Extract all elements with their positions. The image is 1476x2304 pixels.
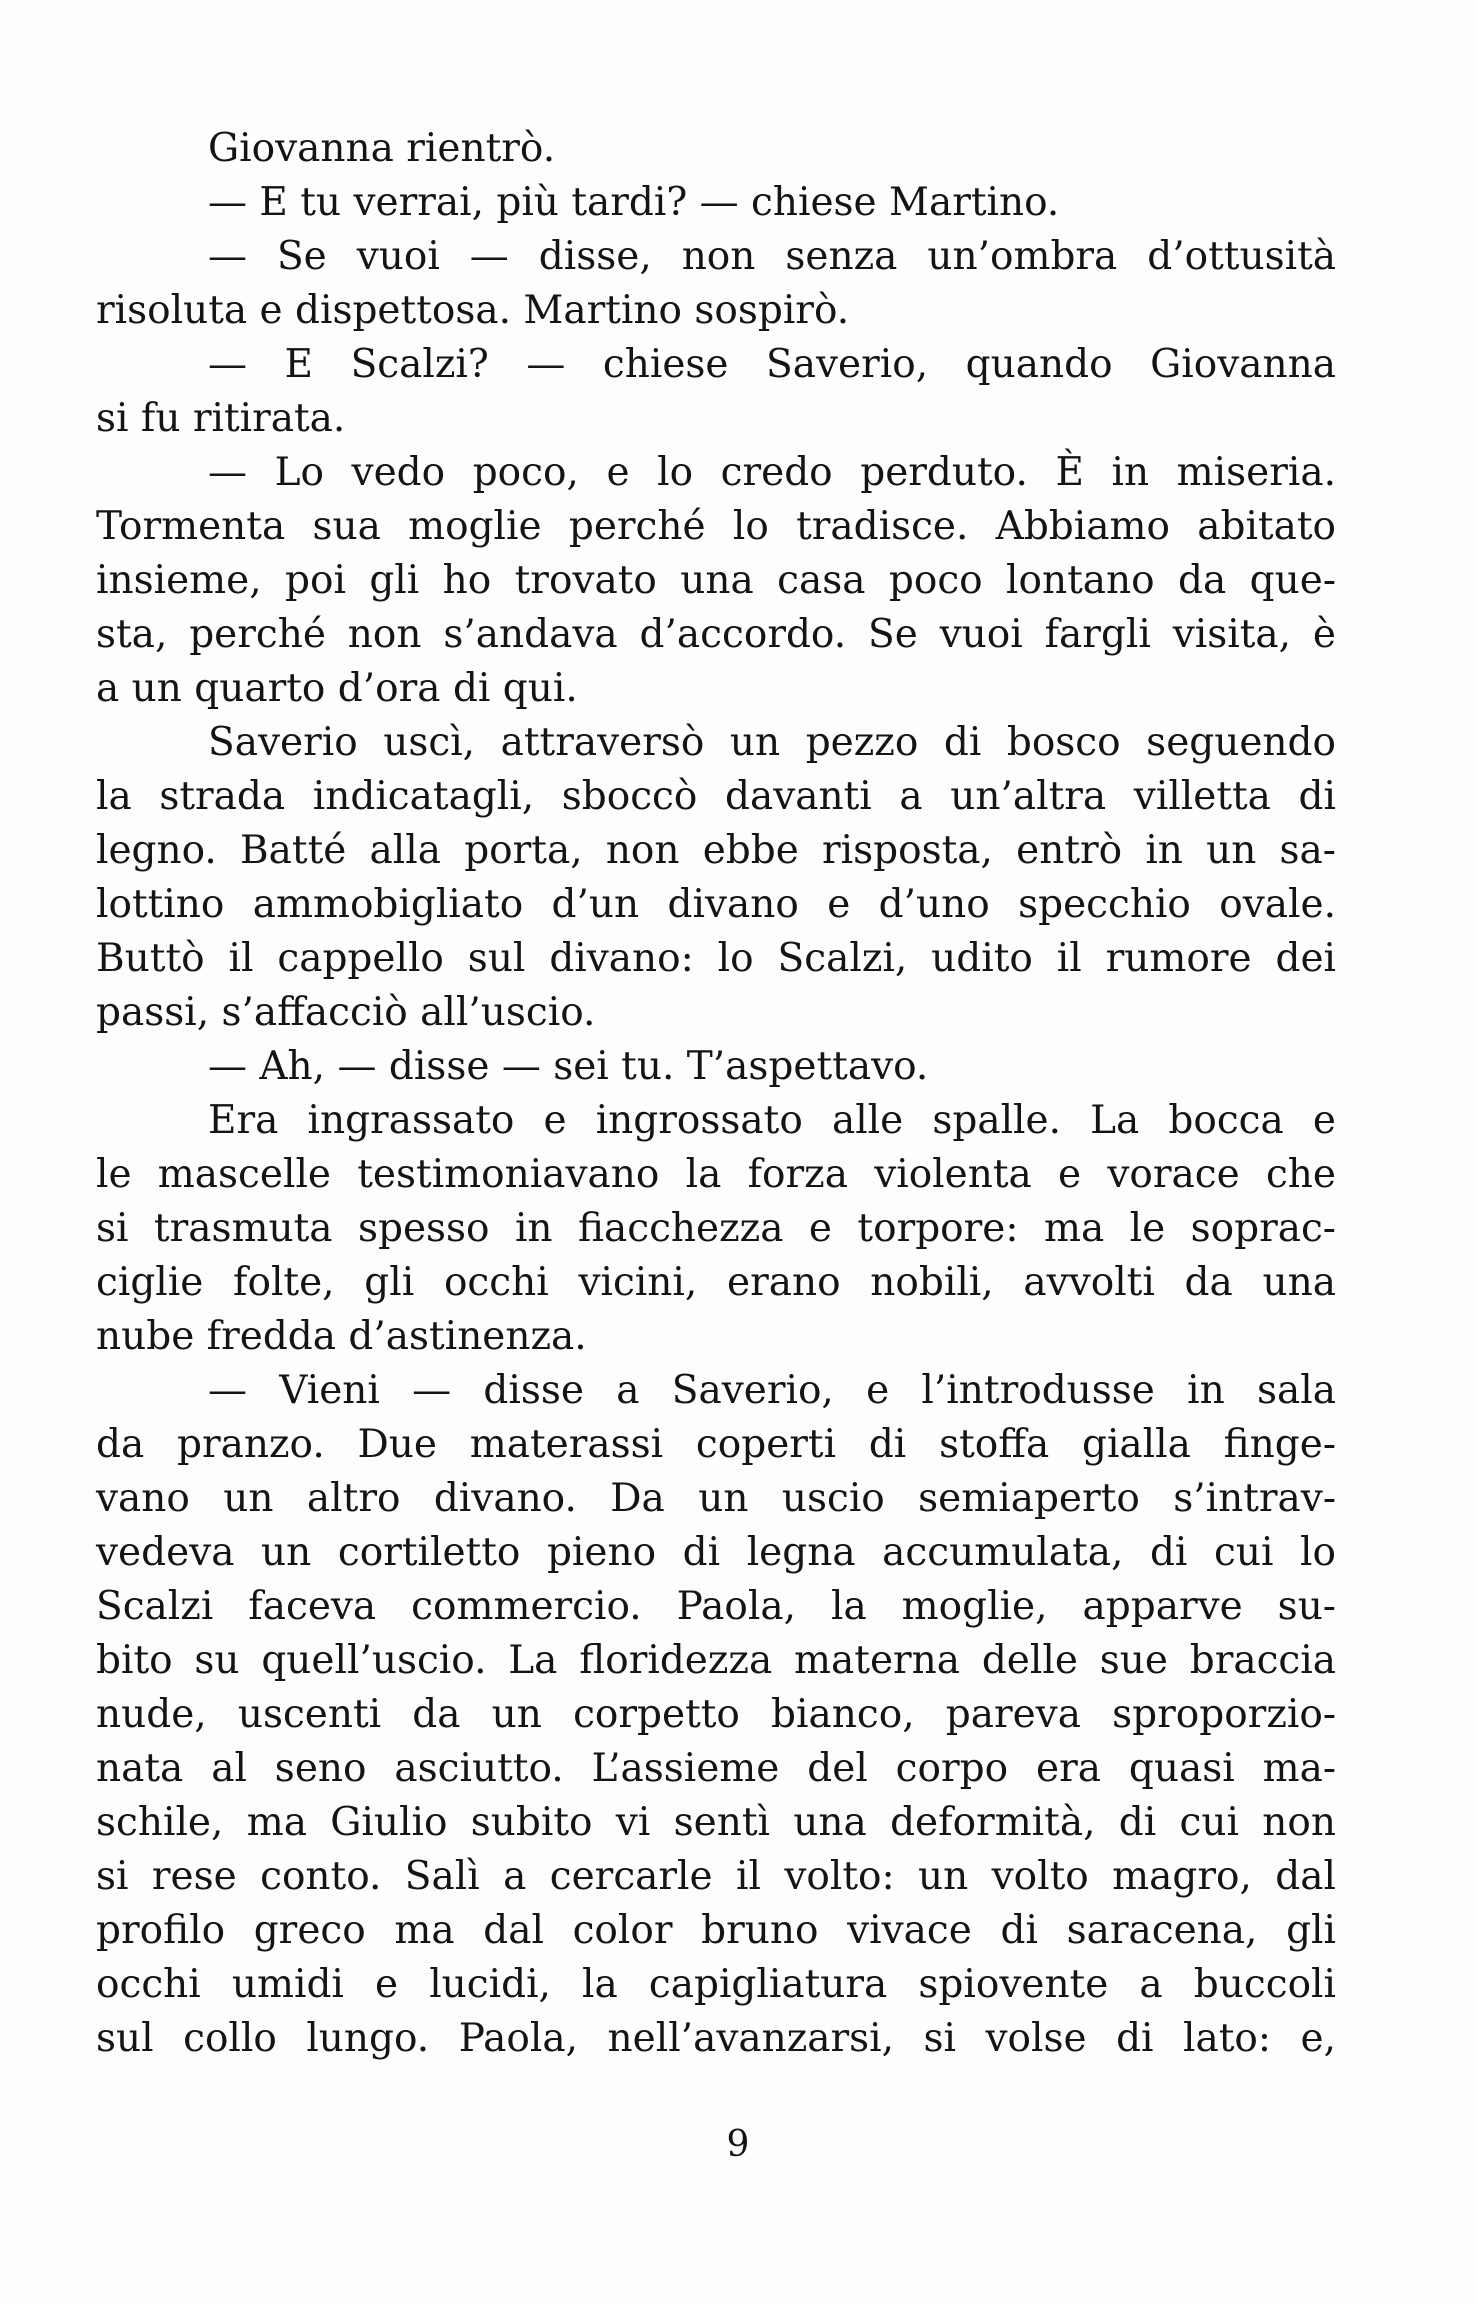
text-line: lottino ammobigliato d’un divano e d’uno specchio ovale. — [96, 882, 1336, 927]
text-line: si trasmuta spesso in fiacchezza e torpore: ma le soprac- — [96, 1206, 1336, 1251]
text-line: da pranzo. Due materassi coperti di stoffa gialla finge- — [96, 1422, 1336, 1467]
text-line: nube fredda d’astinenza. — [96, 1314, 587, 1359]
text-line: — Vieni — disse a Saverio, e l’introdusse in sala — [208, 1368, 1336, 1413]
text-line: ciglie folte, gli occhi vicini, erano nobili, avvolti da una — [96, 1260, 1336, 1305]
body-text — [96, 122, 1336, 2066]
text-line: vedeva un cortiletto pieno di legna accumulata, di cui lo — [96, 1530, 1336, 1575]
text-line: Era ingrassato e ingrossato alle spalle. La bocca e — [208, 1098, 1336, 1143]
text-line: sta, perché non s’andava d’accordo. Se vuoi fargli visita, è — [96, 612, 1336, 657]
text-line: legno. Batté alla porta, non ebbe risposta, entrò in un sa- — [96, 828, 1336, 873]
text-line: Saverio uscì, attraversò un pezzo di bosco seguendo — [208, 720, 1336, 765]
text-line: nata al seno asciutto. L’assieme del corpo era quasi ma- — [96, 1746, 1336, 1791]
text-line: si fu ritirata. — [96, 396, 346, 441]
text-line: — E Scalzi? — chiese Saverio, quando Giovanna — [208, 342, 1336, 387]
text-line: a un quarto d’ora di qui. — [96, 666, 578, 711]
text-line: si rese conto. Salì a cercarle il volto: un volto magro, dal — [96, 1854, 1336, 1899]
text-line: occhi umidi e lucidi, la capigliatura spiovente a buccoli — [96, 1962, 1336, 2007]
page-number: 9 — [726, 2124, 750, 2165]
text-line: Scalzi faceva commercio. Paola, la moglie, apparve su- — [96, 1584, 1336, 1629]
text-line: sul collo lungo. Paola, nell’avanzarsi, si volse di lato: e, — [96, 2016, 1336, 2061]
text-line: — E tu verrai, più tardi? — chiese Martino. — [208, 180, 1060, 225]
text-line: vano un altro divano. Da un uscio semiaperto s’intrav- — [96, 1476, 1336, 1521]
text-line: passi, s’affacciò all’uscio. — [96, 990, 596, 1035]
text-line: la strada indicatagli, sboccò davanti a un’altra villetta di — [96, 774, 1336, 819]
text-line: risoluta e dispettosa. Martino sospirò. — [96, 288, 850, 333]
text-line: — Ah, — disse — sei tu. T’aspettavo. — [208, 1044, 929, 1089]
text-line: nude, uscenti da un corpetto bianco, pareva sproporzio- — [96, 1692, 1336, 1737]
text-line: — Lo vedo poco, e lo credo perduto. È in miseria. — [208, 450, 1336, 495]
text-line: insieme, poi gli ho trovato una casa poco lontano da que- — [96, 558, 1336, 603]
text-line: — Se vuoi — disse, non senza un’ombra d’ottusità — [208, 234, 1336, 279]
text-line: schile, ma Giulio subito vi sentì una deformità, di cui non — [96, 1800, 1336, 1845]
text-line: le mascelle testimoniavano la forza violenta e vorace che — [96, 1152, 1336, 1197]
text-line: bito su quell’uscio. La floridezza materna delle sue braccia — [96, 1638, 1336, 1683]
text-line: Tormenta sua moglie perché lo tradisce. Abbiamo abitato — [96, 504, 1336, 549]
text-line: profilo greco ma dal color bruno vivace di saracena, gli — [96, 1908, 1336, 1953]
text-line: Buttò il cappello sul divano: lo Scalzi, udito il rumore dei — [96, 936, 1336, 981]
text-line: Giovanna rientrò. — [208, 126, 556, 171]
